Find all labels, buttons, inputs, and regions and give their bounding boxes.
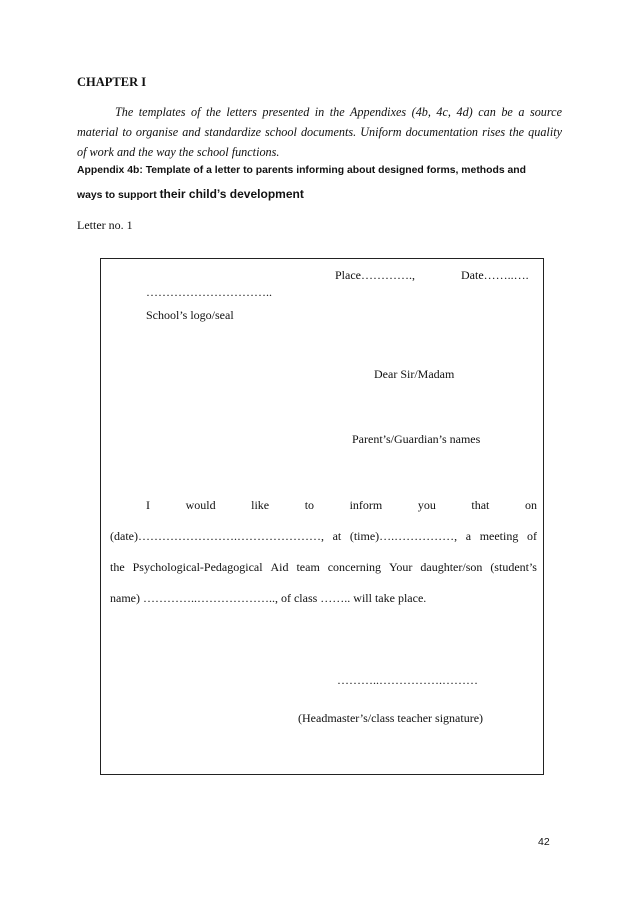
appendix-title-line1: Appendix 4b: Template of a letter to parents informing about designed forms, methods and	[77, 165, 526, 176]
chapter-heading: CHAPTER I	[77, 75, 147, 89]
word: Psychological-Pedagogical	[132, 560, 263, 574]
letter-number: Letter no. 1	[77, 218, 133, 232]
signature-label: (Headmaster’s/class teacher signature)	[298, 711, 484, 725]
word: the	[110, 560, 125, 574]
recipient-names: Parent’s/Guardian’s names	[352, 432, 481, 446]
body-line-3	[110, 560, 537, 575]
word: on	[524, 498, 537, 512]
page-number: 42	[538, 836, 550, 848]
letter-template-box	[100, 258, 544, 775]
word: that	[471, 498, 490, 512]
appendix-title-line2-start: ways to support	[77, 190, 160, 201]
word: daughter/son	[420, 560, 483, 574]
place-field: Place………….,	[335, 268, 415, 282]
salutation: Dear Sir/Madam	[374, 367, 455, 381]
date-field: Date……..….	[461, 268, 529, 282]
word: like	[251, 498, 270, 512]
word: Your	[388, 560, 413, 574]
word: I	[146, 498, 150, 512]
word: (student’s	[490, 560, 537, 574]
word: meeting	[479, 529, 519, 543]
body-line-4: name) …………..……………….., of class …….. will take place.	[110, 591, 427, 605]
body-line-1	[146, 498, 537, 513]
word: would	[185, 498, 216, 512]
word: a	[465, 529, 472, 543]
signature-dots: ………..…………….………	[337, 673, 478, 687]
word: of	[526, 529, 537, 543]
body-line-2	[110, 529, 537, 544]
word: at	[332, 529, 342, 543]
appendix-title-line2	[77, 187, 304, 201]
word: you	[417, 498, 436, 512]
word: (date)…………………….…………………,	[110, 529, 324, 543]
word: concerning	[327, 560, 382, 574]
word: (time)….……………,	[349, 529, 458, 543]
word: team	[296, 560, 320, 574]
header-dots: …………………………..	[146, 285, 272, 299]
word: to	[304, 498, 315, 512]
intro-paragraph: The templates of the letters presented in the Appendixes (4b, 4c, 4d) can be a source material to organise and standardize school documents. Uniform documentation rises the quality of work and the way the school functions.	[77, 105, 562, 159]
school-logo-label: School’s logo/seal	[146, 308, 234, 322]
word: inform	[349, 498, 383, 512]
word: Aid	[270, 560, 289, 574]
appendix-title-line2-end: their child’s development	[159, 187, 304, 201]
